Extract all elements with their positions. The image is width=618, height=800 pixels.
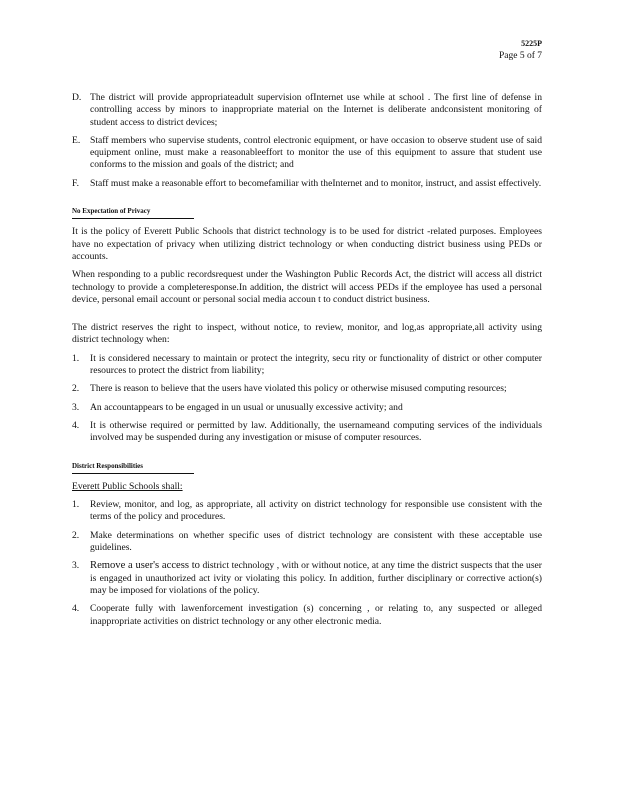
privacy-paragraph-2: When responding to a public recordsrequest under the Washington Public Records Act, the district will access all district technology to provide a completeresponse.In addition, the district will access PEDs if the employee has used a personal device, personal email account or personal social media accoun t to conduct district business. [72, 269, 542, 305]
list-item [72, 560, 542, 597]
document-body [72, 92, 542, 634]
item-text: Staff members who supervise students, control electronic equipment, or have occasion to observe student use of said equipment online, must make a reasonableeffort to monitor the use of this equipment to assure that student use conforms to the mission and goals of the district; and [90, 134, 542, 171]
page-header [499, 38, 542, 62]
list-item [72, 603, 542, 628]
item-text: An accountappears to be engaged in un usual or unusually excessive activity; and [90, 401, 403, 413]
item-label: 4. [72, 603, 80, 615]
item-text: It is considered necessary to maintain or protect the integrity, secu rity or functionality of district or other computer resources to protect the district from liability; [90, 352, 542, 377]
list-item [72, 135, 542, 172]
list-item [72, 92, 542, 129]
section-heading-privacy: No Expectation of Privacy [72, 205, 194, 219]
list-item [72, 499, 542, 524]
section-heading-responsibilities: District Responsibilities [72, 460, 194, 474]
item-text: Review, monitor, and log, as appropriate, all activity on district technology for responsible use consistent with the terms of the policy and procedures. [90, 499, 542, 523]
item-text: The district will provide appropriateadult supervision ofInternet use while at school . The first line of defense in controlling access by minors to inappropriate material on the Internet is deliberate andconsistent monitoring of student access to district devices; [90, 92, 542, 128]
item-text: It is otherwise required or permitted by law. Additionally, the usernameand computing services of the individuals involved may be suspended during any investigation or misuse of computer resources. [90, 419, 542, 444]
policy-code: 5225P [521, 39, 542, 48]
item-label: 2. [72, 383, 80, 395]
item-label: D. [72, 92, 82, 103]
item-label: F. [72, 177, 79, 189]
list-item [72, 178, 542, 190]
item-label: E. [72, 134, 81, 146]
privacy-paragraph-1: It is the policy of Everett Public Schools that district technology is to be used for district -related purposes. Employees have no expectation of privacy when utilizing district technology or when conducting district business using PEDs or accounts. [72, 226, 542, 262]
list-item [72, 530, 542, 555]
spacer [72, 312, 542, 322]
item-text: There is reason to believe that the users have violated this policy or otherwise misused computing resources; [90, 383, 507, 395]
item-label: 1. [72, 352, 80, 364]
item-label: 4. [72, 419, 80, 431]
inspection-conditions-list [72, 353, 542, 445]
item-label: 1. [72, 499, 80, 511]
list-d-f [72, 92, 542, 190]
item-lead-text: Remove a user's access to [90, 560, 200, 572]
responsibilities-intro: Everett Public Schools shall: [72, 480, 183, 492]
responsibilities-list [72, 499, 542, 628]
list-item [72, 402, 542, 414]
item-label: 3. [72, 560, 80, 572]
item-text: Cooperate fully with lawenforcement investigation (s) concerning , or relating to, any suspected or alleged inappropriate activities on district technology or any other electronic media. [90, 603, 542, 627]
privacy-paragraph-3: The district reserves the right to inspect, without notice, to review, monitor, and log,as appropriate,all activity using district technology when: [72, 322, 542, 346]
item-label: 2. [72, 529, 80, 541]
item-label: 3. [72, 401, 80, 413]
item-text-wrapper [90, 560, 542, 597]
item-text: Make determinations on whether specific uses of district technology are consistent with these acceptable use guidelines. [90, 529, 542, 554]
item-text: Staff must make a reasonable effort to becomefamiliar with theInternet and to monitor, instruct, and assist effectively. [90, 177, 542, 189]
list-item [72, 420, 542, 445]
item-text: district technology , with or without notice, at any time the district suspects that the user is engaged in unauthorized act ivity or violating this policy. In addition, further disciplinary or corrective action(s) may be imposed for violations of the policy. [90, 560, 543, 596]
list-item [72, 353, 542, 378]
list-item [72, 383, 542, 395]
page-number: Page 5 of 7 [498, 51, 542, 61]
